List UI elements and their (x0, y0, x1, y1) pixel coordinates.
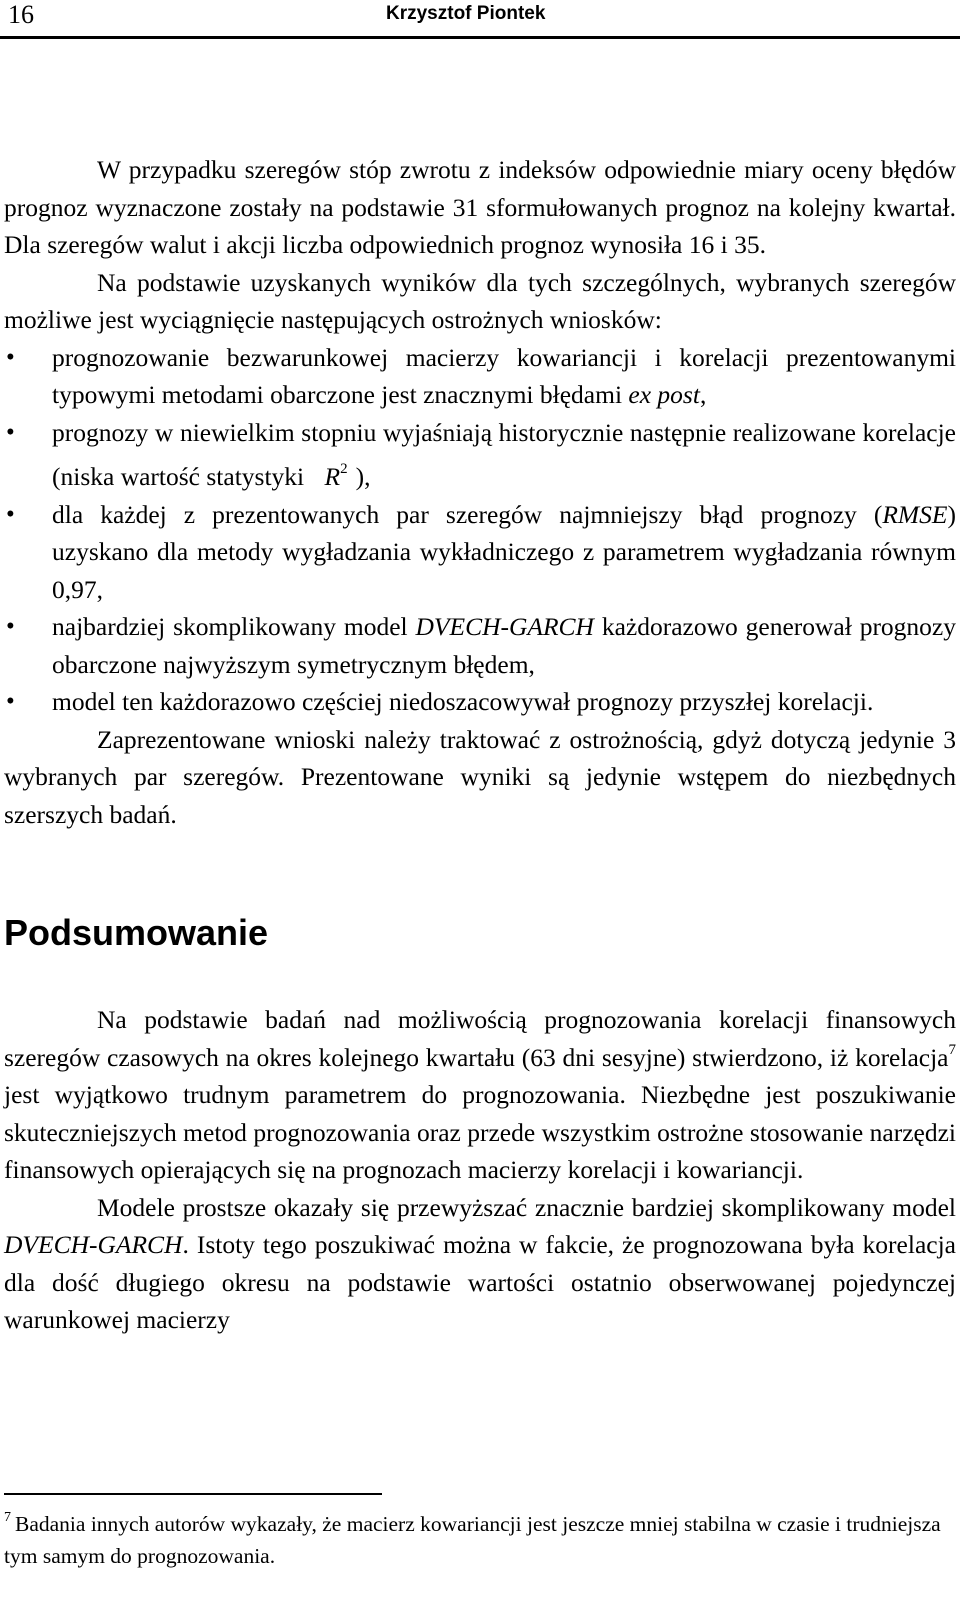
bullet-icon: • (6, 343, 15, 371)
bullet-icon: • (6, 500, 15, 528)
list-item-italic: DVECH-GARCH (415, 612, 594, 641)
list-item-text: ) uzyskano dla metody wygładzania wykładniczego z parametrem wygładzania równym 0,97, (52, 499, 956, 604)
paragraph-text: Na podstawie badań nad możliwością prognozowania korelacji finansowych szeregów czasowych na okres kolejnego kwartału (63 dni sesyjne) stwierdzono, iż korelacja (4, 1005, 956, 1072)
footnote-reference: 7 (948, 1041, 956, 1058)
running-head-author: Krzysztof Piontek (386, 3, 546, 24)
list-item-text: dla każdej z prezentowanych par szeregów najmniejszy błąd prognozy ( (52, 499, 883, 529)
list-item-text: prognozy w niewielkim stopniu wyjaśniają historycznie następnie realizowane korelacje (niska wartość statystyki (52, 417, 956, 491)
paragraph-text: . Istoty tego poszukiwać można w fakcie, że prognozowana była korelacja dla dość długiego okresu na podstawie wartości ostatnio obserwowanej pojedynczej warunkowej macierzy (4, 1230, 956, 1334)
formula-exponent: 2 (340, 461, 348, 477)
conclusions-list (4, 339, 956, 721)
page-number: 16 (8, 0, 34, 29)
bullet-icon: • (6, 418, 15, 446)
paragraph-forecast-counts: W przypadku szeregów stóp zwrotu z indeksów odpowiednie miary oceny błędów prognoz wyznaczone zostały na podstawie 31 sformułowanych prognoz na kolejny kwartał. Dla szeregów walut i akcji liczba odpowiednich prognoz wynosiła 16 i 35. (4, 155, 956, 259)
list-item-text: prognozowanie bezwarunkowej macierzy kowariancji i korelacji prezentowanymi typowymi metodami obarczone jest znacznymi błędami (52, 342, 956, 409)
paragraph-text: Modele prostsze okazały się przewyższać znacznie bardziej skomplikowany model (97, 1192, 956, 1222)
list-item-text: model ten każdorazowo częściej niedoszacowywał prognozy przyszłej korelacji. (52, 687, 874, 716)
footnote-rule (4, 1493, 382, 1495)
list-item-italic: RMSE (882, 499, 948, 529)
list-item-punctuation: ), (355, 462, 371, 491)
footnote-number: 7 (4, 1510, 11, 1525)
list-item-punctuation: , (699, 380, 707, 409)
paragraph-text: jest wyjątkowo trudnym parametrem do prognozowania. Niezbędne jest poszukiwanie skuteczniejszych metod prognozowania oraz przede wszystkim ostrożne stosowanie narzędzi finansowych opierających się na prognozach macierzy korelacji i kowariancji. (4, 1080, 956, 1184)
bullet-icon: • (6, 613, 15, 640)
page-header (0, 0, 960, 40)
section-heading: Podsumowanie (4, 912, 269, 953)
paragraph-summary-2 (4, 1189, 956, 1339)
formula-symbol: R (324, 462, 341, 491)
paragraph-summary-1 (4, 1001, 956, 1189)
list-item (4, 496, 956, 609)
list-item (4, 414, 956, 496)
header-rule (0, 36, 960, 39)
footnote-text: Badania innych autorów wykazały, że macierz kowariancji jest jeszcze mniej stabilna w czasie i trudniejsza tym samym do prognozowania. (4, 1512, 941, 1568)
paragraph-caveat: Zaprezentowane wnioski należy traktować z ostrożnością, gdyż dotyczą jedynie 3 wybranych par szeregów. Prezentowane wyniki są jedynie wstępem do niezbędnych szerszych badań. (4, 724, 956, 829)
list-item (4, 339, 956, 414)
list-item-text: każdorazowo generował prognozy obarczone najwyższym symetrycznym błędem, (52, 612, 956, 679)
footnote (4, 1502, 956, 1572)
model-name-italic: DVECH-GARCH (4, 1230, 183, 1259)
list-item (4, 608, 956, 683)
paragraph-conclusions-intro: Na podstawie uzyskanych wyników dla tych szczególnych, wybranych szeregów możliwe jest wyciągnięcie następujących ostrożnych wniosków: (4, 267, 956, 334)
list-item-italic: ex post (628, 380, 700, 409)
main-text (4, 151, 956, 1339)
list-item (4, 683, 956, 721)
r-squared-formula (325, 462, 348, 491)
bullet-icon: • (6, 688, 15, 715)
list-item-text: najbardziej skomplikowany model (52, 612, 408, 641)
